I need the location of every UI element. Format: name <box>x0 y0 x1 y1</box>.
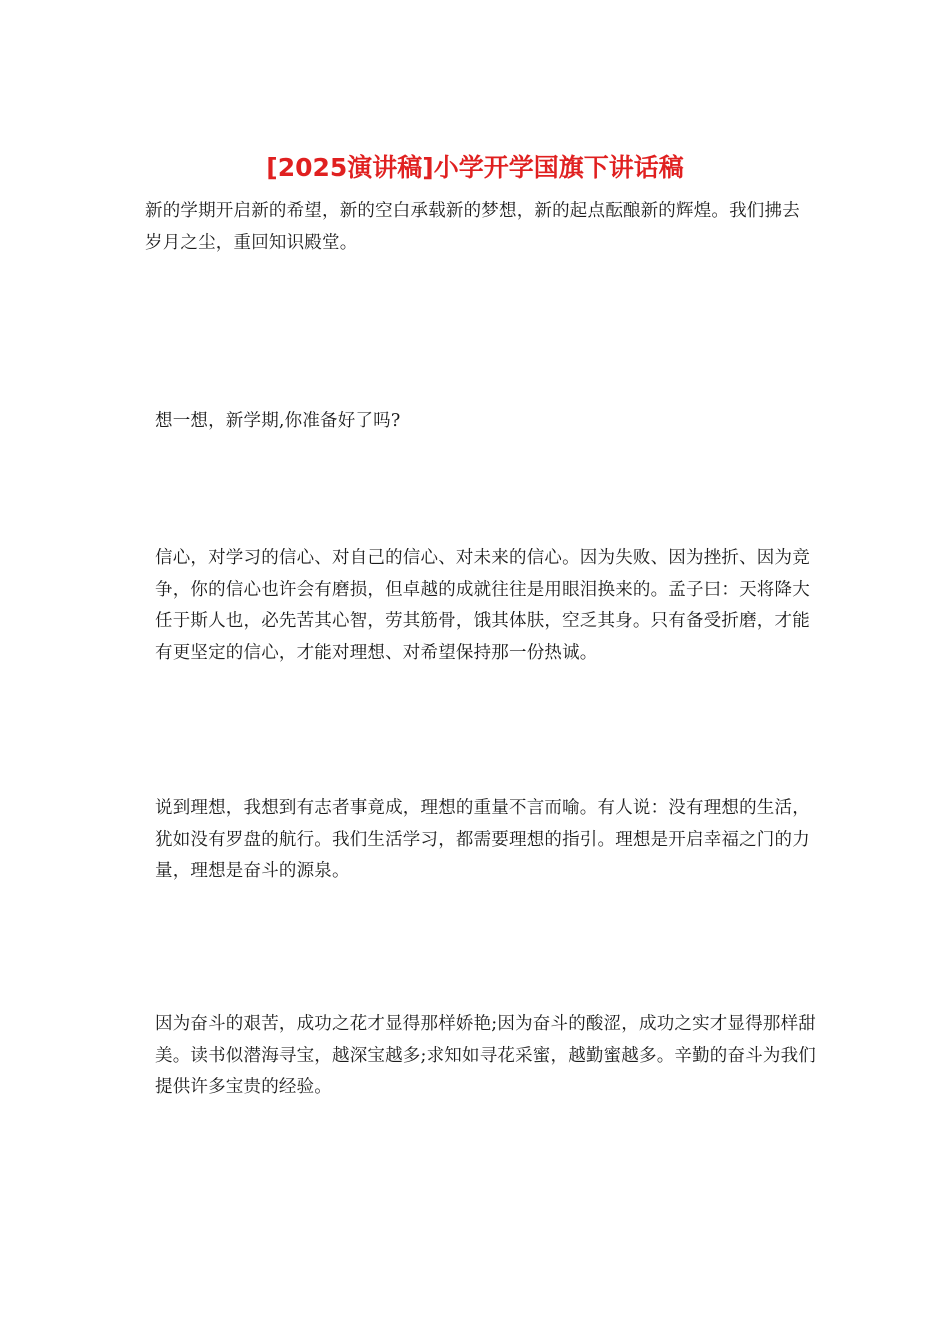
document-title: [2025演讲稿]小学开学国旗下讲话稿 <box>266 153 684 182</box>
paragraph-striving: 因为奋斗的艰苦，成功之花才显得那样娇艳;因为奋斗的酸涩，成功之实才显得那样甜美。读书似潜海寻宝，越深宝越多;求知如寻花采蜜，越勤蜜越多。辛勤的奋斗为我们提供许多宝贵的经验。 <box>155 1014 816 1097</box>
paragraph-ideals: 说到理想，我想到有志者事竟成，理想的重量不言而喻。有人说：没有理想的生活，犹如没有罗盘的航行。我们生活学习，都需要理想的指引。理想是开启幸福之门的力量，理想是奋斗的源泉。 <box>155 798 810 881</box>
paragraph-confidence: 信心，对学习的信心、对自己的信心、对未来的信心。因为失败、因为挫折、因为竞争，你的信心也许会有磨损，但卓越的成就往往是用眼泪换来的。孟子曰：天将降大任于斯人也，必先苦其心智，劳其筋骨，饿其体肤，空乏其身。只有备受折磨，才能有更坚定的信心，才能对理想、对希望保持那一份热诚。 <box>155 548 810 663</box>
paragraph-question: 想一想，新学期,你准备好了吗? <box>155 411 401 431</box>
paragraph-opening: 新的学期开启新的希望，新的空白承载新的梦想，新的起点酝酿新的辉煌。我们拂去岁月之尘，重回知识殿堂。 <box>145 201 800 253</box>
